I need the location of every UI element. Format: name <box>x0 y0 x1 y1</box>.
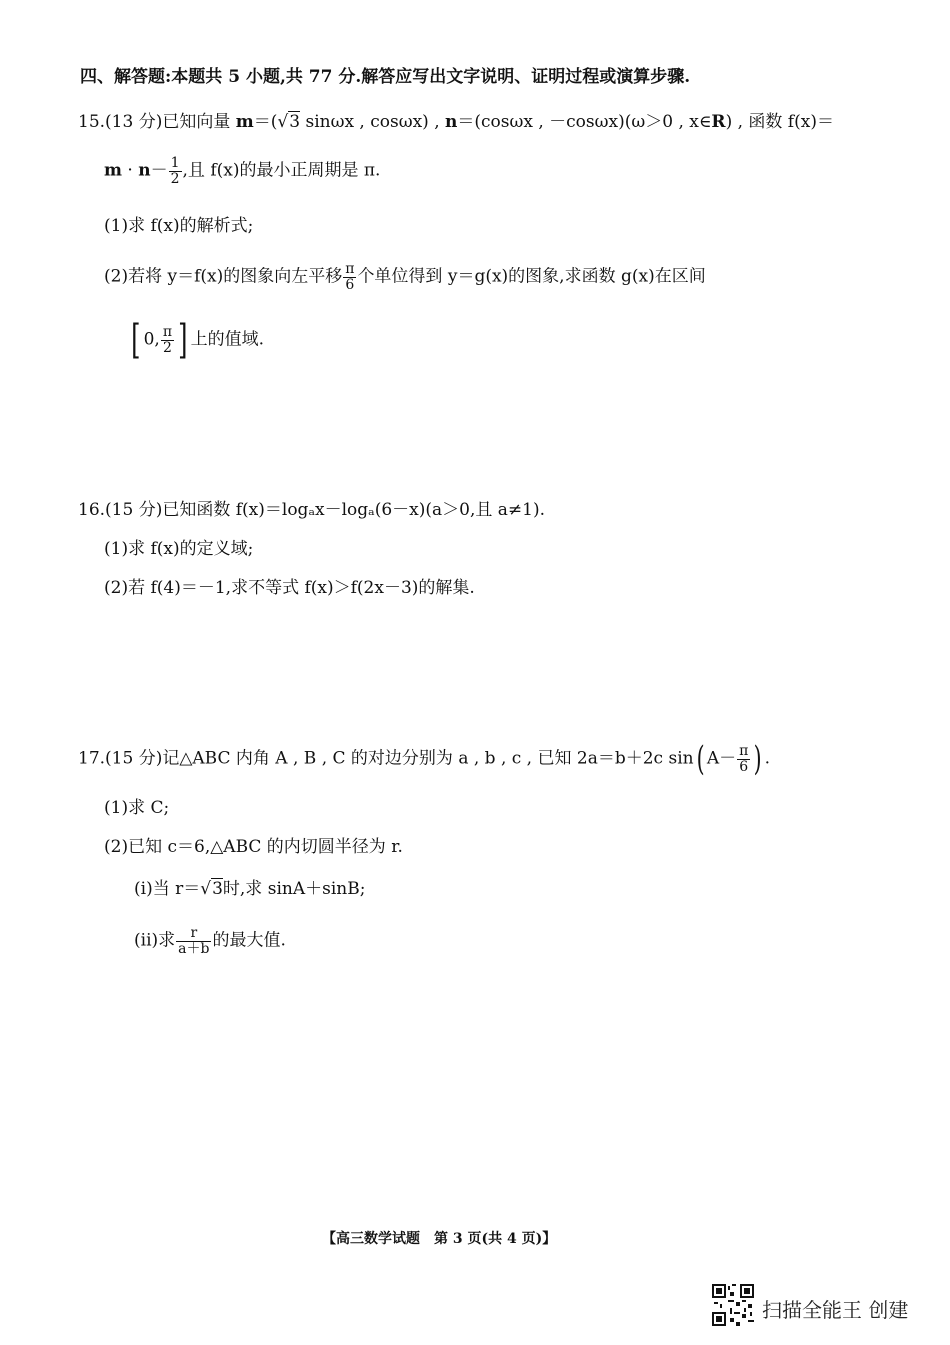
q17-text: . <box>764 748 770 769</box>
q15-text: ＝( <box>253 112 278 132</box>
right-paren: ) <box>753 739 762 779</box>
q15-text: 上的值域. <box>190 329 265 350</box>
real-set: R <box>711 112 726 132</box>
q17-sub-i <box>134 881 365 898</box>
q17-text: (ii)求 <box>134 930 176 951</box>
minus-sign: － <box>150 160 168 181</box>
section-heading: 四、解答题:本题共 5 小题,共 77 分.解答应写出文字说明、证明过程或演算步骤. <box>80 67 691 87</box>
vector-n: n <box>445 112 458 132</box>
q16-part2: (2)若 f(4)＝－1,求不等式 f(x)＞f(2x－3)的解集. <box>104 578 475 598</box>
left-bracket: [ <box>131 317 141 363</box>
q15-interval <box>128 317 265 363</box>
dot-operator: · <box>122 160 139 181</box>
q17-part2: (2)已知 c＝6,△ABC 的内切圆半径为 r. <box>104 837 403 857</box>
vector-m: m <box>104 160 122 181</box>
q15-line2 <box>104 156 380 186</box>
q17-text: 时,求 sinA＋sinB; <box>222 879 366 899</box>
q17-text: (i)当 r＝ <box>134 879 201 899</box>
fraction-pi-over-6: $\frac{\pi}{6}$ <box>345 261 355 293</box>
q16-part1: (1)求 f(x)的定义域; <box>104 539 254 559</box>
vector-m: m <box>235 112 254 132</box>
q15-text: ＝(cosωx , －cosωx)(ω＞0 , x∈ <box>457 112 712 132</box>
fraction-pi-over-2: $\frac{\pi}{2}$ <box>162 323 173 356</box>
fraction-one-half: $\frac{1}{2}$ <box>170 155 180 187</box>
q17-line1 <box>78 739 770 779</box>
page-footer: 【高三数学试题 第 3 页(共 4 页)】 <box>322 1231 557 1247</box>
q15-label: 15.(13 分)已知向量 <box>78 112 236 132</box>
vector-n: n <box>138 160 151 181</box>
q15-text: ,且 f(x)的最小正周期是 π. <box>182 160 381 181</box>
q15-part2 <box>104 262 706 292</box>
right-bracket: ] <box>178 317 188 363</box>
q17-text: 17.(15 分)记△ABC 内角 A , B , C 的对边分别为 a , b , c , 已知 2a＝b＋2c sin <box>78 748 694 769</box>
sqrt-three: √3 <box>200 879 223 899</box>
q15-line1 <box>78 114 834 131</box>
sqrt-three: √3 <box>277 112 301 132</box>
q16-line1: 16.(15 分)已知函数 f(x)＝logₐx－logₐ(6－x)(a＞0,且 a≠1). <box>78 500 545 520</box>
q17-part1: (1)求 C; <box>104 798 170 818</box>
q15-text: ) , 函数 f(x)＝ <box>725 112 834 132</box>
left-paren: ( <box>696 739 705 779</box>
q17-text: A－ <box>706 748 737 769</box>
q15-text: 个单位得到 y＝g(x)的图象,求函数 g(x)在区间 <box>357 266 706 287</box>
fraction-r-over-a-plus-b: $\frac{r}{a+b}$ <box>178 925 210 957</box>
q17-sub-ii <box>134 926 286 956</box>
q15-part1: (1)求 f(x)的解析式; <box>104 216 254 236</box>
q15-text: sinωx , cosωx) , <box>300 112 446 132</box>
q15-text: (2)若将 y＝f(x)的图象向左平移 <box>104 266 343 287</box>
interval-start: 0, <box>143 329 160 350</box>
fraction-pi-over-6: $\frac{\pi}{6}$ <box>739 742 749 775</box>
watermark-text: 扫描全能王 创建 <box>762 1298 909 1322</box>
q17-text: 的最大值. <box>212 930 286 951</box>
qr-code-icon <box>712 1284 754 1326</box>
